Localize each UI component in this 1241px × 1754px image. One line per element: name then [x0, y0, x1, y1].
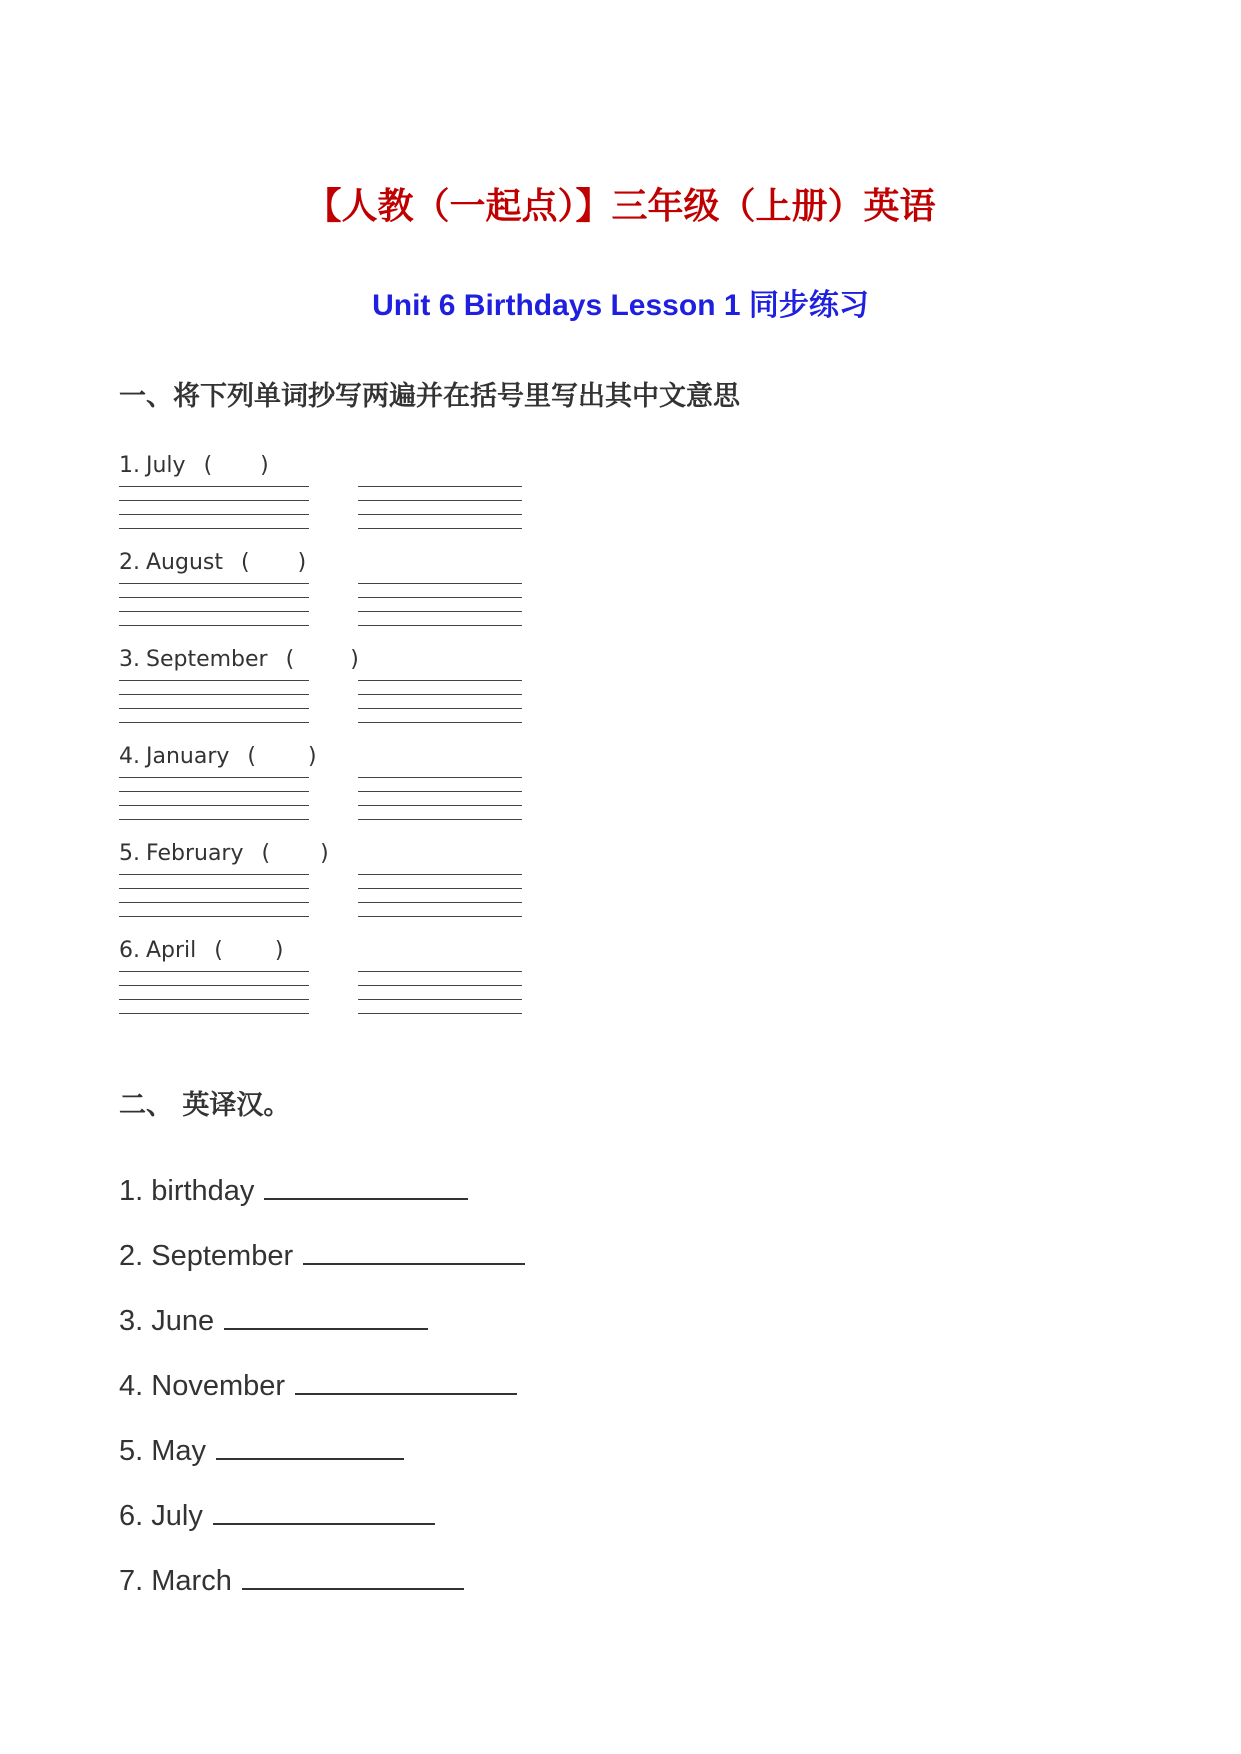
- writing-line-right[interactable]: [358, 514, 522, 515]
- item-word: November: [151, 1370, 286, 1402]
- item-number: 6.: [119, 1500, 144, 1532]
- writing-line-left[interactable]: [119, 985, 309, 986]
- writing-line-right[interactable]: [358, 611, 522, 612]
- writing-line-right[interactable]: [358, 805, 522, 806]
- writing-line-left[interactable]: [119, 1013, 309, 1014]
- translate-item: [119, 1237, 525, 1274]
- writing-line-left[interactable]: [119, 611, 309, 612]
- writing-line-right[interactable]: [358, 916, 522, 917]
- item-number: 6.: [119, 938, 140, 963]
- translate-item: [119, 1367, 517, 1404]
- writing-line-left[interactable]: [119, 514, 309, 515]
- writing-line-left[interactable]: [119, 625, 309, 626]
- copy-item-label: [119, 840, 329, 868]
- section-2-heading: 二、 英译汉。: [119, 1090, 291, 1121]
- item-word: birthday: [151, 1175, 255, 1207]
- copy-item: [119, 840, 539, 930]
- answer-blank[interactable]: [242, 1562, 464, 1590]
- writing-line-left[interactable]: [119, 916, 309, 917]
- writing-line-right[interactable]: [358, 999, 522, 1000]
- writing-line-left[interactable]: [119, 805, 309, 806]
- answer-blank[interactable]: [264, 1172, 468, 1200]
- writing-line-right[interactable]: [358, 874, 522, 875]
- item-number: 2.: [119, 1240, 144, 1272]
- open-paren: (: [241, 550, 250, 575]
- writing-line-right[interactable]: [358, 1013, 522, 1014]
- item-word: July: [151, 1500, 203, 1532]
- copy-item-label: [119, 646, 359, 674]
- item-number: 2.: [119, 550, 140, 575]
- item-number: 1.: [119, 1175, 144, 1207]
- copy-item-label: [119, 549, 306, 577]
- copy-item-label: [119, 452, 269, 480]
- section-1-heading: 一、将下列单词抄写两遍并在括号里写出其中文意思: [119, 381, 740, 412]
- writing-line-left[interactable]: [119, 971, 309, 972]
- open-paren: (: [285, 647, 295, 672]
- copy-item: [119, 646, 539, 736]
- page-subtitle: Unit 6 Birthdays Lesson 1 同步练习: [372, 289, 869, 322]
- writing-line-right[interactable]: [358, 777, 522, 778]
- writing-line-left[interactable]: [119, 583, 309, 584]
- item-number: 5.: [119, 841, 140, 866]
- translate-item: [119, 1562, 464, 1599]
- writing-line-left[interactable]: [119, 500, 309, 501]
- writing-line-right[interactable]: [358, 722, 522, 723]
- open-paren: (: [214, 938, 223, 963]
- open-paren: (: [261, 841, 271, 866]
- open-paren: (: [203, 453, 213, 478]
- writing-line-right[interactable]: [358, 985, 522, 986]
- item-word: September: [146, 647, 268, 672]
- copy-item: [119, 937, 539, 1027]
- answer-blank[interactable]: [224, 1302, 428, 1330]
- answer-blank[interactable]: [216, 1432, 404, 1460]
- answer-blank[interactable]: [295, 1367, 517, 1395]
- item-word: February: [146, 841, 244, 866]
- copy-item: [119, 743, 539, 833]
- answer-blank[interactable]: [213, 1497, 435, 1525]
- writing-line-right[interactable]: [358, 583, 522, 584]
- writing-line-right[interactable]: [358, 597, 522, 598]
- answer-blank[interactable]: [303, 1237, 525, 1265]
- writing-line-right[interactable]: [358, 888, 522, 889]
- copy-item: [119, 452, 539, 542]
- item-word: January: [146, 744, 230, 769]
- item-number: 4.: [119, 1370, 144, 1402]
- translate-item: [119, 1432, 404, 1469]
- writing-line-left[interactable]: [119, 528, 309, 529]
- close-paren: ): [320, 841, 329, 866]
- writing-line-left[interactable]: [119, 819, 309, 820]
- translate-item: [119, 1497, 435, 1534]
- writing-line-left[interactable]: [119, 888, 309, 889]
- copy-item-label: [119, 937, 283, 965]
- translate-item: [119, 1302, 428, 1339]
- writing-line-right[interactable]: [358, 902, 522, 903]
- copy-item: [119, 549, 539, 639]
- close-paren: ): [308, 744, 317, 769]
- close-paren: ): [274, 938, 284, 963]
- item-number: 1.: [119, 453, 140, 478]
- close-paren: ): [260, 453, 269, 478]
- open-paren: (: [247, 744, 256, 769]
- writing-line-right[interactable]: [358, 791, 522, 792]
- item-word: May: [151, 1435, 207, 1467]
- writing-line-left[interactable]: [119, 708, 309, 709]
- item-number: 3.: [119, 647, 140, 672]
- writing-line-right[interactable]: [358, 694, 522, 695]
- writing-line-right[interactable]: [358, 819, 522, 820]
- item-number: 4.: [119, 744, 140, 769]
- copy-item-label: [119, 743, 317, 771]
- writing-line-right[interactable]: [358, 500, 522, 501]
- writing-line-left[interactable]: [119, 680, 309, 681]
- writing-line-left[interactable]: [119, 486, 309, 487]
- writing-line-right[interactable]: [358, 708, 522, 709]
- writing-line-left[interactable]: [119, 777, 309, 778]
- item-word: September: [151, 1240, 294, 1272]
- item-word: June: [151, 1305, 215, 1337]
- item-word: August: [146, 550, 223, 575]
- item-word: July: [146, 453, 186, 478]
- writing-line-right[interactable]: [358, 680, 522, 681]
- item-word: March: [151, 1565, 232, 1597]
- writing-line-right[interactable]: [358, 971, 522, 972]
- writing-line-left[interactable]: [119, 999, 309, 1000]
- page-title: 【人教（一起点）】三年级（上册）英语: [305, 186, 936, 227]
- writing-line-left[interactable]: [119, 874, 309, 875]
- item-number: 5.: [119, 1435, 144, 1467]
- writing-line-right[interactable]: [358, 625, 522, 626]
- writing-line-left[interactable]: [119, 791, 309, 792]
- writing-line-right[interactable]: [358, 486, 522, 487]
- writing-line-left[interactable]: [119, 902, 309, 903]
- writing-line-right[interactable]: [358, 528, 522, 529]
- close-paren: ): [297, 550, 307, 575]
- item-word: April: [146, 938, 197, 963]
- item-number: 3.: [119, 1305, 144, 1337]
- translate-item: [119, 1172, 468, 1209]
- item-number: 7.: [119, 1565, 144, 1597]
- close-paren: ): [350, 647, 359, 672]
- writing-line-left[interactable]: [119, 597, 309, 598]
- writing-line-left[interactable]: [119, 694, 309, 695]
- writing-line-left[interactable]: [119, 722, 309, 723]
